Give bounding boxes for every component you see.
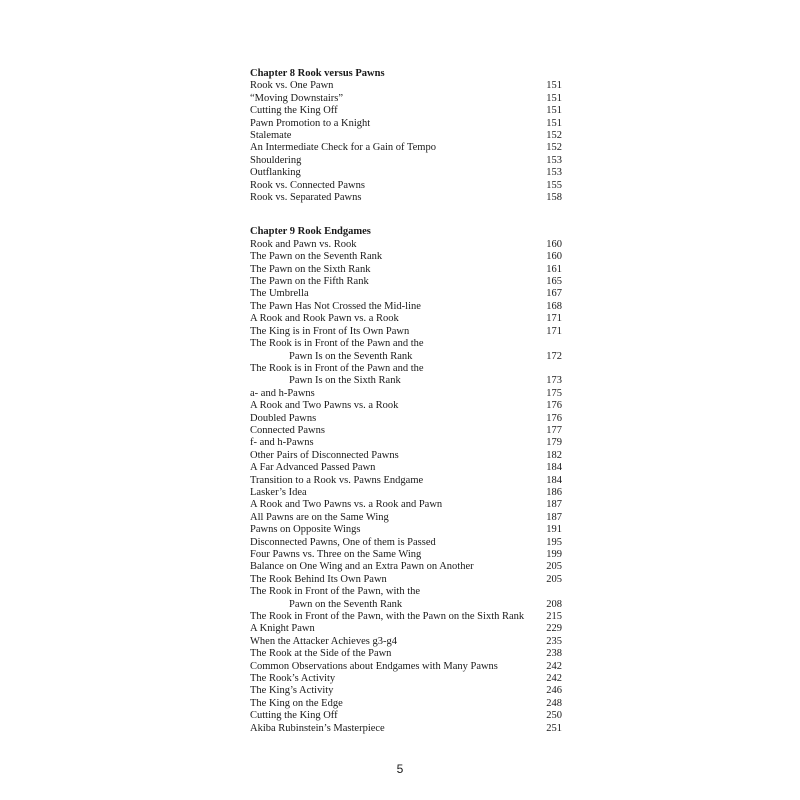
toc-entry-label: An Intermediate Check for a Gain of Tempo [250,142,436,154]
toc-entry [250,400,562,412]
toc-entry-label: Other Pairs of Disconnected Pawns [250,449,399,461]
toc-entry-page: 171 [546,325,562,337]
toc-entry [250,524,562,536]
toc-entry-label: Transition to a Rook vs. Pawns Endgame [250,474,424,486]
toc-entry-page: 208 [546,598,562,610]
toc-entry-label: Stalemate [250,130,292,142]
toc-entry-label: f- and h-Pawns [250,437,314,449]
toc-entry [250,661,562,673]
toc-entry [250,326,562,338]
toc-entry-label: The King’s Activity [250,685,334,697]
toc-entry-page: 177 [546,424,562,436]
toc-entry [250,288,562,300]
toc-entry-label: Rook and Pawn vs. Rook [250,238,357,250]
chapter-title: Chapter 8 Rook versus Pawns [250,68,385,79]
toc-entry-page: 165 [546,276,562,288]
toc-entry-page: 186 [546,486,562,498]
toc-entry-label: The Rook Behind Its Own Pawn [250,573,387,585]
toc-entry-page: 246 [546,685,562,697]
toc-entry [250,413,562,425]
toc-entry [250,80,562,92]
toc-entry [250,487,562,499]
toc-entry [250,251,562,263]
toc-entry-label: Lasker’s Idea [250,486,307,498]
toc-entry-page: 153 [546,167,562,179]
toc-entry [250,636,562,648]
toc-entry-label: Cutting the King Off [250,710,338,722]
toc-entry-page: 152 [546,142,562,154]
toc-entry-label: Rook vs. One Pawn [250,80,334,92]
toc-entry [250,192,562,204]
toc-entry-page: 151 [546,92,562,104]
toc-entry-label: Balance on One Wing and an Extra Pawn on Another [250,561,474,573]
toc-entry-label: A Rook and Two Pawns vs. a Rook [250,400,399,412]
toc-entry [250,462,562,474]
toc-entry-page: 160 [546,251,562,263]
toc-entry [250,93,562,105]
toc-entry-page: 195 [546,536,562,548]
toc-entry-label: All Pawns are on the Same Wing [250,511,389,523]
toc-entry-label: Pawns on Opposite Wings [250,524,361,536]
toc-entry [250,549,562,561]
toc-entry [250,155,562,167]
chapter-gap [250,204,562,226]
toc-entry-page: 160 [546,238,562,250]
toc-entry [250,363,562,388]
toc-entry-label: Rook vs. Separated Pawns [250,192,362,204]
toc-entry-page: 173 [546,375,562,387]
toc-entry-label: Connected Pawns [250,424,325,436]
toc-entry-page: 235 [546,635,562,647]
toc-entry [250,301,562,313]
toc-entry-label: The Pawn Has Not Crossed the Mid-line [250,300,421,312]
toc-entry-page: 175 [546,387,562,399]
toc-entry [250,475,562,487]
toc-entry [250,537,562,549]
toc-entry [250,388,562,400]
toc-entry-page: 182 [546,449,562,461]
toc-entry-page: 158 [546,192,562,204]
toc-entry [250,167,562,179]
toc-entry [250,276,562,288]
toc-entry-label: Doubled Pawns [250,412,317,424]
toc-entry-label: Rook vs. Connected Pawns [250,179,365,191]
toc-entry-page: 176 [546,400,562,412]
toc-entry-page: 205 [546,561,562,573]
toc-entry [250,574,562,586]
table-of-contents [250,68,562,735]
toc-entry-page: 172 [546,350,562,362]
toc-entry-page: 205 [546,573,562,585]
toc-entry-page: 168 [546,300,562,312]
toc-entry [250,648,562,660]
toc-entry [250,313,562,325]
toc-entry-page: 153 [546,154,562,166]
toc-entry [250,450,562,462]
toc-entry [250,723,562,735]
toc-entry-page: 151 [546,105,562,117]
toc-entry-page: 179 [546,437,562,449]
toc-entry-label: The Umbrella [250,288,309,300]
toc-entry-label: The Rook’s Activity [250,673,336,685]
toc-entry-page: 161 [546,263,562,275]
toc-entry [250,623,562,635]
toc-entry [250,180,562,192]
toc-entry-label: The King on the Edge [250,697,343,709]
toc-entry-label: Four Pawns vs. Three on the Same Wing [250,549,422,560]
chapter-title: Chapter 9 Rook Endgames [250,226,371,238]
toc-entry-label-continued: Pawn Is on the Sixth Rank [289,375,401,387]
toc-entry [250,673,562,685]
toc-entry-page: 199 [546,549,562,560]
toc-entry [250,611,562,623]
toc-entry [250,499,562,511]
toc-entry-label: The Pawn on the Seventh Rank [250,251,383,263]
toc-entry-page: 152 [546,130,562,142]
toc-entry-page: 238 [546,648,562,660]
toc-entry-page: 187 [546,511,562,523]
toc-entry [250,425,562,437]
toc-entry-label: A Rook and Two Pawns vs. a Rook and Pawn [250,499,443,511]
toc-entry-label: The Pawn on the Fifth Rank [250,276,369,288]
toc-entry-page: 242 [546,673,562,685]
toc-entry-label: Pawn Promotion to a Knight [250,117,371,129]
toc-entry [250,685,562,697]
toc-entry-page: 151 [546,80,562,92]
toc-entry-label: Disconnected Pawns, One of them is Passed [250,536,436,548]
toc-entry-label: The King is in Front of Its Own Pawn [250,325,410,337]
toc-entry-label: Akiba Rubinstein’s Masterpiece [250,722,385,734]
toc-entry [250,239,562,251]
toc-entry-page: 176 [546,412,562,424]
toc-entry-page: 248 [546,697,562,709]
toc-entry-page: 242 [546,660,562,672]
toc-entry [250,338,562,363]
toc-entry-page: 184 [546,474,562,486]
toc-entry [250,118,562,130]
toc-entry-label: The Rook is in Front of the Pawn and the [250,362,424,374]
toc-entry [250,710,562,722]
toc-entry [250,586,562,611]
page-number: 5 [396,762,404,776]
toc-entry-page: 215 [546,611,562,623]
toc-entry-label: The Rook at the Side of the Pawn [250,648,392,660]
toc-entry-label: Shouldering [250,154,302,166]
toc-entry [250,512,562,524]
toc-entry-label: The Pawn on the Sixth Rank [250,263,371,275]
toc-entry-label: A Far Advanced Passed Pawn [250,462,376,474]
toc-entry-label: Cutting the King Off [250,105,338,117]
toc-entry-page: 250 [546,710,562,722]
toc-entry-page: 184 [546,462,562,474]
toc-entry [250,437,562,449]
toc-entry-label: The Rook in Front of the Pawn, with the [250,586,421,598]
toc-entry-label-continued: Pawn on the Seventh Rank [289,598,403,610]
toc-entry [250,142,562,154]
toc-entry-page: 151 [546,117,562,129]
toc-entry-label: The Rook is in Front of the Pawn and the [250,338,424,350]
toc-entry [250,561,562,573]
toc-entry-page: 155 [546,179,562,191]
toc-entry-label: Outflanking [250,167,301,179]
toc-entry-label: When the Attacker Achieves g3-g4 [250,635,397,647]
toc-entry-label: Common Observations about Endgames with Many Pawns [250,660,498,672]
toc-entry-label: A Knight Pawn [250,623,315,635]
toc-entry [250,105,562,117]
toc-entry-label: The Rook in Front of the Pawn, with the Pawn on the Sixth Rank [250,611,525,623]
toc-entry-label: “Moving Downstairs” [250,92,344,104]
toc-entry-label: A Rook and Rook Pawn vs. a Rook [250,313,399,325]
toc-entry-label: a- and h-Pawns [250,387,315,399]
toc-entry [250,698,562,710]
toc-entry [250,264,562,276]
toc-entry-page: 251 [546,722,562,734]
toc-entry-page: 191 [546,524,562,536]
toc-entry-label-continued: Pawn Is on the Seventh Rank [289,350,413,362]
toc-entry-page: 229 [546,623,562,635]
toc-entry [250,130,562,142]
toc-entry-page: 167 [546,288,562,300]
toc-entry-page: 171 [546,313,562,325]
toc-entry-page: 187 [546,499,562,511]
